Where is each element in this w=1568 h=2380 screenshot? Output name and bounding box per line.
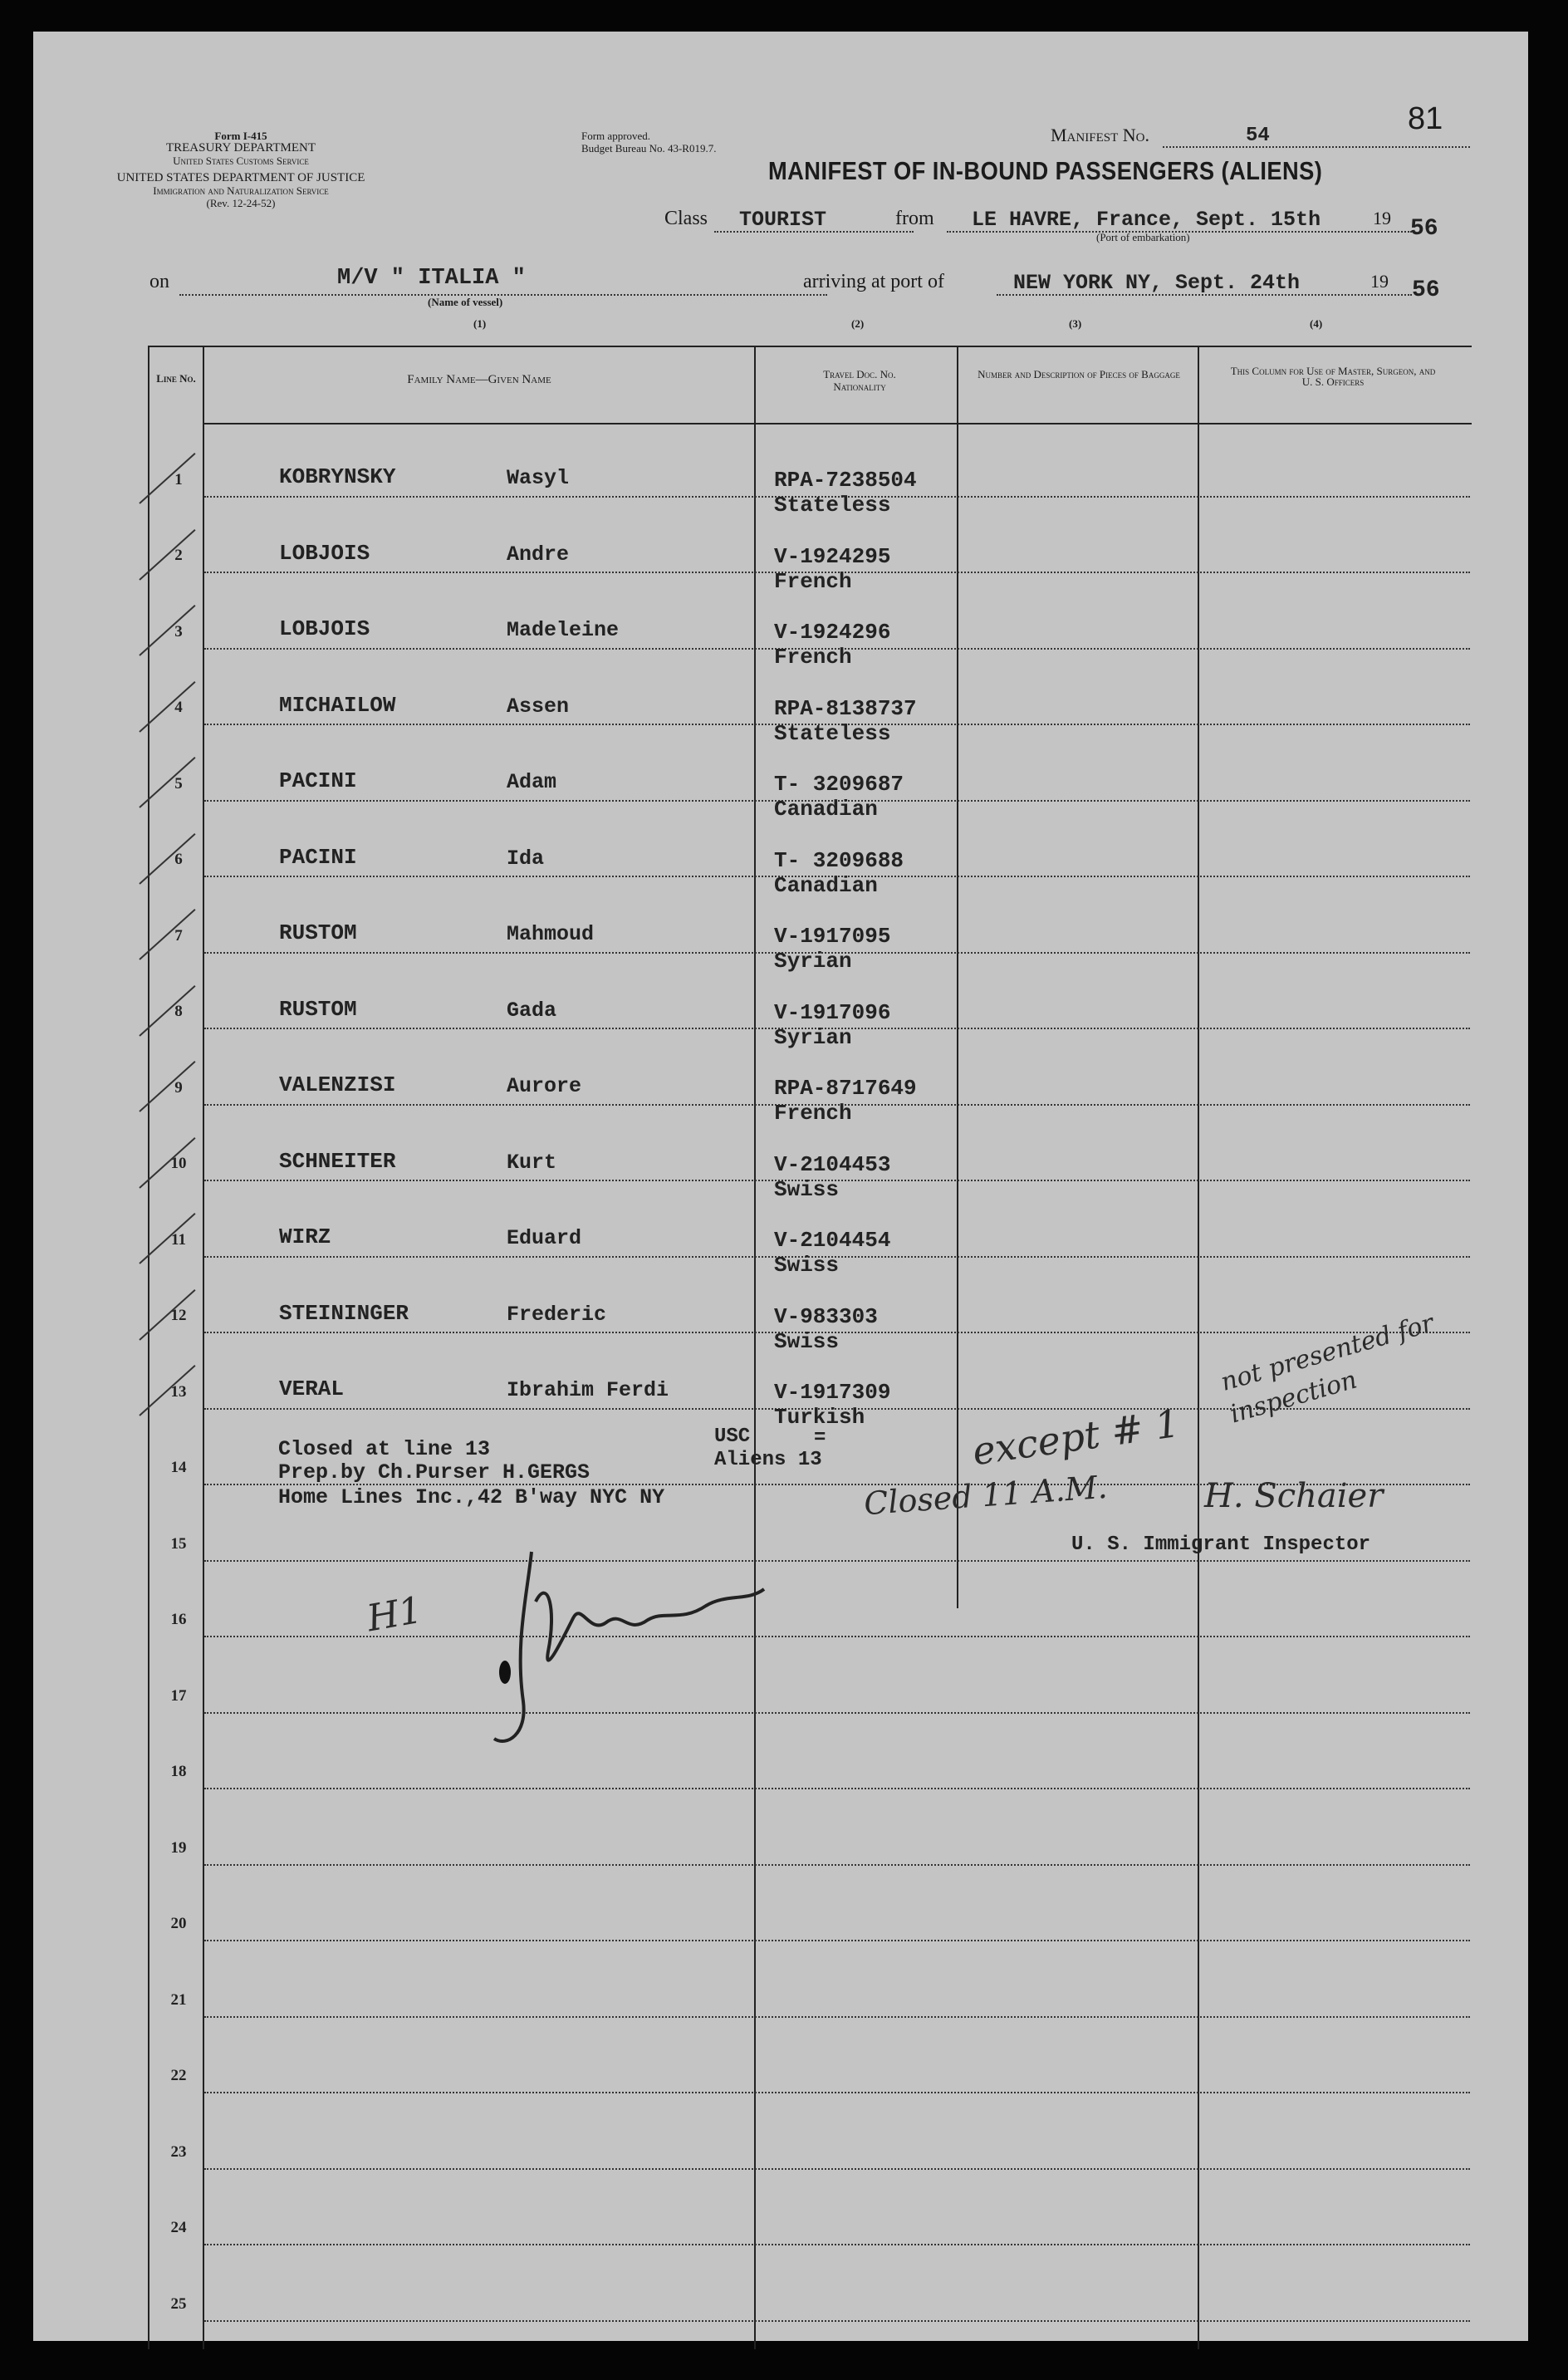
line-number: 19 bbox=[170, 1838, 187, 1857]
arriving-year-value: 56 bbox=[1412, 277, 1440, 303]
line-number: 7 bbox=[174, 926, 183, 945]
vessel-field bbox=[179, 266, 827, 296]
manifest-no-value: 54 bbox=[1246, 125, 1270, 147]
purser-signature bbox=[482, 1543, 781, 1759]
handwritten-h1: H1 bbox=[364, 1588, 426, 1641]
travel-doc-number: V-1917095 bbox=[774, 924, 891, 949]
row-divider bbox=[204, 1864, 1470, 1866]
baggage-col-divider bbox=[1198, 346, 1199, 2349]
given-name: Wasyl bbox=[507, 466, 570, 490]
line-number: 14 bbox=[170, 1459, 187, 1476]
nationality: Syrian bbox=[774, 1024, 852, 1050]
from-field bbox=[947, 208, 1412, 233]
travel-doc-number: RPA-8717649 bbox=[774, 1076, 917, 1101]
handwritten-except: except # 1 bbox=[969, 1400, 1183, 1475]
given-name: Ida bbox=[507, 846, 545, 871]
inspector-label: U. S. Immigrant Inspector bbox=[1071, 1534, 1371, 1556]
travel-doc-number: RPA-8138737 bbox=[774, 695, 917, 721]
line-number: 5 bbox=[174, 774, 183, 793]
family-name: STEININGER bbox=[279, 1300, 409, 1326]
family-name: LOBJOIS bbox=[279, 616, 370, 641]
family-name: KOBRYNSKY bbox=[279, 464, 396, 489]
col-header-line: Line No. bbox=[156, 372, 196, 385]
given-name: Andre bbox=[507, 542, 570, 567]
nationality: Swiss bbox=[774, 1253, 840, 1278]
line-number: 15 bbox=[170, 1534, 187, 1553]
port-caption: (Port of embarkation) bbox=[1096, 231, 1190, 243]
line-col-divider bbox=[203, 346, 204, 2349]
line-number: 3 bbox=[174, 622, 183, 640]
nationality: Stateless bbox=[774, 493, 891, 518]
line-number: 25 bbox=[170, 2294, 187, 2313]
family-name: RUSTOM bbox=[279, 996, 357, 1022]
manifest-sheet bbox=[33, 32, 1528, 2341]
class-value: TOURIST bbox=[739, 208, 827, 232]
family-name: PACINI bbox=[279, 844, 357, 870]
budget-bureau: Budget Bureau No. 43-R019.7. bbox=[581, 142, 717, 155]
line-number: 11 bbox=[171, 1230, 186, 1249]
travel-doc-number: V-1917096 bbox=[774, 999, 891, 1025]
travel-doc-number: V-1917309 bbox=[774, 1380, 891, 1405]
nationality: French bbox=[774, 1101, 852, 1126]
handwritten-closed: Closed 11 A.M. bbox=[862, 1468, 1109, 1523]
header-left bbox=[116, 130, 365, 209]
form-number: Form I-415 bbox=[214, 130, 267, 142]
arriving-value: NEW YORK NY, Sept. 24th bbox=[1013, 271, 1301, 295]
table-top-border bbox=[148, 346, 1472, 347]
row-divider bbox=[204, 1560, 1470, 1562]
customs-service: United States Customs Service bbox=[173, 155, 309, 167]
line-number: 2 bbox=[174, 547, 183, 564]
line-number: 20 bbox=[170, 1915, 187, 1932]
line-number: 17 bbox=[170, 1686, 187, 1705]
closed-at-line: Closed at line 13 bbox=[278, 1437, 491, 1461]
from-label: from bbox=[895, 208, 934, 229]
column-number-3: (3) bbox=[1069, 317, 1082, 330]
row-divider bbox=[204, 2244, 1470, 2245]
on-label: on bbox=[149, 271, 169, 292]
line-number: 22 bbox=[170, 2067, 187, 2084]
line-number: 16 bbox=[170, 1611, 187, 1628]
travel-doc-number: V-1924296 bbox=[774, 620, 891, 645]
given-name: Adam bbox=[507, 770, 557, 794]
aliens-count: Aliens 13 bbox=[714, 1449, 822, 1471]
nationality: Turkish bbox=[774, 1405, 865, 1430]
travel-doc-number: V-2104453 bbox=[774, 1151, 891, 1177]
travel-doc-number: T- 3209687 bbox=[774, 772, 904, 797]
line-number: 6 bbox=[174, 851, 183, 868]
family-name: LOBJOIS bbox=[279, 540, 370, 566]
family-name: SCHNEITER bbox=[279, 1148, 396, 1174]
class-label: Class bbox=[664, 208, 708, 229]
from-value: LE HAVRE, France, Sept. 15th bbox=[972, 208, 1321, 232]
col-header-name: Family Name—Given Name bbox=[407, 373, 551, 386]
given-name: Assen bbox=[507, 694, 570, 719]
col-header-travel: Travel Doc. No. Nationality bbox=[823, 368, 896, 393]
family-name: VERAL bbox=[279, 1376, 345, 1401]
nationality: Canadian bbox=[774, 797, 878, 822]
given-name: Madeleine bbox=[507, 618, 620, 642]
given-name: Eduard bbox=[507, 1226, 582, 1250]
nationality: Syrian bbox=[774, 949, 852, 974]
given-name: Aurore bbox=[507, 1074, 582, 1098]
col-header-officers: This Column for Use of Master, Surgeon, and U. S. Officers bbox=[1230, 365, 1436, 388]
name-col-divider bbox=[754, 346, 756, 2349]
line-number: 23 bbox=[170, 2142, 187, 2161]
given-name: Mahmoud bbox=[507, 922, 595, 946]
handwritten-not-presented: not presented for inspection bbox=[1218, 1308, 1438, 1430]
line-number: 13 bbox=[170, 1382, 187, 1401]
given-name: Ibrahim Ferdi bbox=[507, 1378, 669, 1402]
nationality: Stateless bbox=[774, 720, 891, 746]
treasury-dept: TREASURY DEPARTMENT bbox=[165, 141, 316, 155]
row-divider bbox=[204, 1940, 1470, 1941]
given-name: Kurt bbox=[507, 1150, 557, 1175]
given-name: Gada bbox=[507, 998, 557, 1023]
line-number: 18 bbox=[170, 1763, 187, 1780]
nationality: Canadian bbox=[774, 872, 878, 898]
family-name: RUSTOM bbox=[279, 920, 357, 945]
year-prefix: 19 bbox=[1373, 208, 1391, 228]
inspector-signature: H. Schaier bbox=[1204, 1477, 1384, 1515]
year-value: 56 bbox=[1410, 216, 1438, 242]
family-name: WIRZ bbox=[279, 1224, 331, 1249]
revision: (Rev. 12-24-52) bbox=[206, 197, 276, 209]
row-divider bbox=[204, 2016, 1470, 2018]
travel-col-divider bbox=[957, 346, 958, 1608]
usc-label: USC bbox=[714, 1426, 751, 1448]
line-number: 9 bbox=[174, 1078, 183, 1097]
travel-doc-number: V-2104454 bbox=[774, 1228, 891, 1253]
manifest-no-label: Manifest No. bbox=[1051, 125, 1149, 145]
class-field bbox=[714, 208, 914, 233]
travel-doc-number: RPA-7238504 bbox=[774, 468, 917, 493]
col-header-baggage: Number and Description of Pieces of Baggage bbox=[978, 368, 1180, 380]
justice-dept: UNITED STATES DEPARTMENT OF JUSTICE bbox=[116, 171, 365, 184]
row-divider bbox=[204, 1712, 1470, 1714]
line-number: 4 bbox=[174, 699, 183, 716]
arriving-field bbox=[997, 271, 1412, 296]
nationality: French bbox=[774, 568, 852, 594]
home-lines: Home Lines Inc.,42 B'way NYC NY bbox=[278, 1485, 665, 1509]
column-number-4: (4) bbox=[1310, 317, 1323, 330]
travel-doc-number: V-983303 bbox=[774, 1303, 878, 1329]
travel-doc-number: V-1924295 bbox=[774, 543, 891, 569]
arriving-year-prefix: 19 bbox=[1370, 271, 1389, 292]
arriving-label: arriving at port of bbox=[803, 271, 944, 292]
prepared-by: Prep.by Ch.Purser H.GERGS bbox=[278, 1460, 590, 1484]
line-number: 1 bbox=[174, 470, 183, 488]
family-name: MICHAILOW bbox=[279, 692, 396, 718]
header-bottom-border bbox=[204, 423, 1472, 424]
travel-doc-number: T- 3209688 bbox=[774, 847, 904, 873]
column-number-2: (2) bbox=[851, 317, 865, 330]
family-name: PACINI bbox=[279, 768, 357, 793]
vessel-value: M/V " ITALIA " bbox=[337, 266, 526, 291]
row-divider bbox=[204, 2092, 1470, 2093]
row-divider bbox=[204, 2320, 1470, 2322]
page-number: 81 bbox=[1408, 101, 1443, 136]
form-approved: Form approved. bbox=[581, 130, 651, 142]
line-number: 10 bbox=[170, 1155, 187, 1172]
family-name: VALENZISI bbox=[279, 1072, 396, 1097]
given-name: Frederic bbox=[507, 1302, 607, 1327]
ins-service: Immigration and Naturalization Service bbox=[153, 184, 329, 197]
row-divider bbox=[204, 2168, 1470, 2170]
line-number: 8 bbox=[174, 1003, 183, 1020]
manifest-title: MANIFEST OF IN-BOUND PASSENGERS (ALIENS) bbox=[768, 156, 1323, 185]
header-center bbox=[581, 130, 716, 155]
row-divider bbox=[204, 1788, 1470, 1789]
column-number-1: (1) bbox=[473, 317, 487, 330]
usc-equals: = bbox=[814, 1427, 826, 1450]
line-number: 21 bbox=[170, 1990, 187, 2009]
line-number: 12 bbox=[170, 1307, 187, 1324]
manifest-no-field bbox=[1163, 125, 1470, 148]
vessel-caption: (Name of vessel) bbox=[428, 296, 503, 308]
nationality: Swiss bbox=[774, 1176, 840, 1202]
nationality: French bbox=[774, 645, 852, 670]
nationality: Swiss bbox=[774, 1328, 840, 1354]
line-number: 24 bbox=[170, 2219, 187, 2236]
